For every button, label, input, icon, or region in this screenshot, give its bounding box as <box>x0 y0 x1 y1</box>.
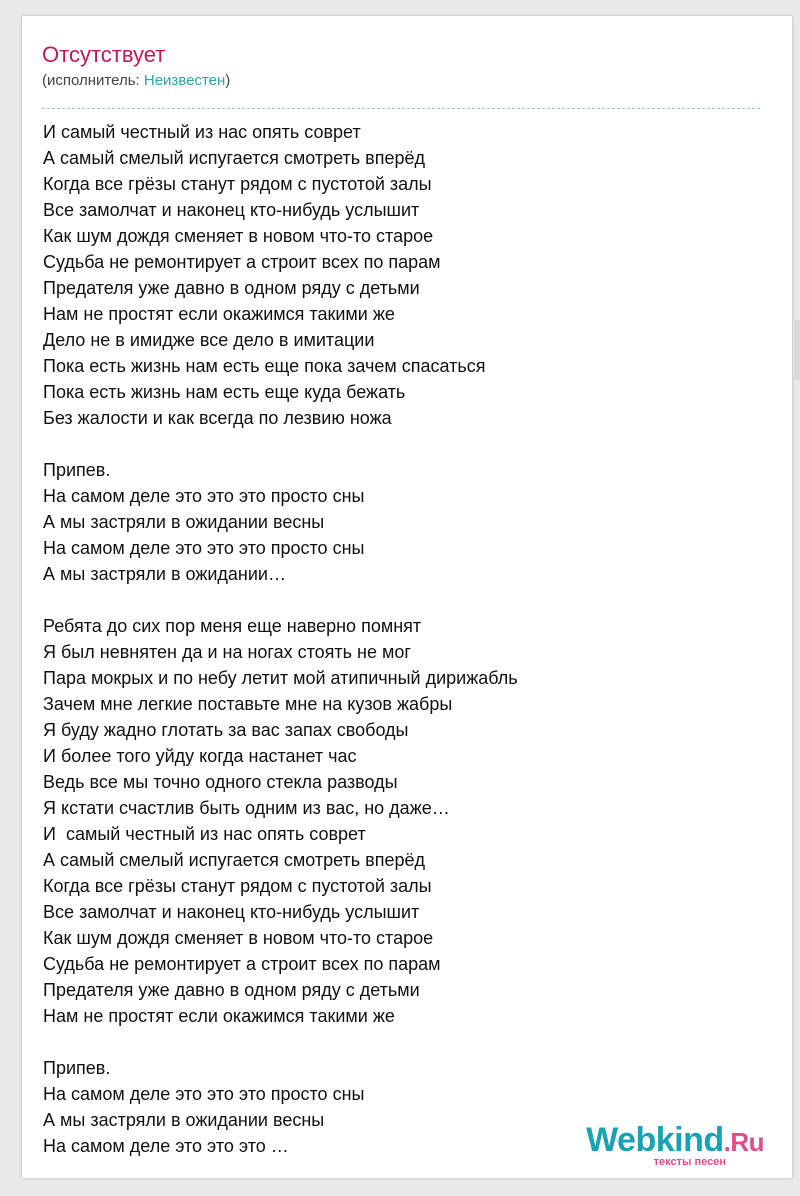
lyric-line: Без жалости и как всегда по лезвию ножа <box>43 408 392 428</box>
logo-tagline: тексты песен <box>653 1156 726 1168</box>
lyric-line: На самом деле это это это просто сны <box>43 1084 365 1104</box>
lyric-line: Я буду жадно глотать за вас запах свободы <box>43 720 409 740</box>
logo-wordmark <box>586 1123 764 1159</box>
lyric-line: Припев. <box>43 460 111 480</box>
lyric-line: И более того уйду когда настанет час <box>43 746 357 766</box>
lyric-line: Все замолчат и наконец кто-нибудь услышит <box>43 200 420 220</box>
lyric-line: И самый честный из нас опять соврет <box>43 122 361 142</box>
lyrics-card <box>22 16 792 1178</box>
lyric-line: Предателя уже давно в одном ряду с детьми <box>43 980 420 1000</box>
lyrics-text <box>43 119 762 1159</box>
lyric-line: Когда все грёзы станут рядом с пустотой залы <box>43 876 432 896</box>
site-logo[interactable] <box>586 1123 764 1168</box>
lyric-line: Предателя уже давно в одном ряду с детьми <box>43 278 420 298</box>
lyric-line: Как шум дождя сменяет в новом что-то старое <box>43 226 434 246</box>
lyric-line: А самый смелый испугается смотреть вперёд <box>43 850 425 870</box>
lyric-line: Я кстати счастлив быть одним из вас, но даже… <box>43 798 450 818</box>
lyric-line: Я был невнятен да и на ногах стоять не мог <box>43 642 411 662</box>
stanza-break <box>43 1029 762 1055</box>
lyric-line: Судьба не ремонтирует а строит всех по парам <box>43 954 441 974</box>
stanza-break <box>43 587 762 613</box>
lyric-line: Дело не в имидже все дело в имитации <box>43 330 375 350</box>
lyric-line: А самый смелый испугается смотреть вперёд <box>43 148 425 168</box>
lyric-line: Ведь все мы точно одного стекла разводы <box>43 772 398 792</box>
logo-tld: .Ru <box>723 1127 764 1157</box>
lyric-line: Все замолчат и наконец кто-нибудь услышит <box>43 902 420 922</box>
lyric-line: Когда все грёзы станут рядом с пустотой залы <box>43 174 432 194</box>
lyric-line: Припев. <box>43 1058 111 1078</box>
lyric-line: А мы застряли в ожидании весны <box>43 512 325 532</box>
lyric-line: Пара мокрых и по небу летит мой атипичный дирижабль <box>43 668 518 688</box>
scrollbar-thumb[interactable] <box>794 320 800 380</box>
lyric-line: Судьба не ремонтирует а строит всех по парам <box>43 252 441 272</box>
artist-suffix: ) <box>225 72 231 89</box>
lyric-line: Зачем мне легкие поставьте мне на кузов жабры <box>43 694 453 714</box>
artist-prefix: (исполнитель: <box>42 72 144 89</box>
logo-main-text: Webkind <box>586 1121 724 1159</box>
lyric-line: А мы застряли в ожидании… <box>43 564 286 584</box>
lyric-line: И самый честный из нас опять соврет <box>43 824 366 844</box>
song-title: Отсутствует <box>42 42 166 67</box>
song-meta <box>42 72 760 90</box>
lyric-line: А мы застряли в ожидании весны <box>43 1110 325 1130</box>
lyric-line: На самом деле это это это … <box>43 1136 289 1156</box>
artist-link[interactable]: Неизвестен <box>143 72 226 89</box>
lyric-line: Как шум дождя сменяет в новом что-то старое <box>43 928 434 948</box>
lyric-line: Нам не простят если окажимся такими же <box>43 304 395 324</box>
lyric-line: На самом деле это это это просто сны <box>43 538 365 558</box>
lyric-line: Пока есть жизнь нам есть еще куда бежать <box>43 382 406 402</box>
header-divider <box>42 108 760 109</box>
song-header <box>42 42 760 90</box>
lyric-line: Нам не простят если окажимся такими же <box>43 1006 395 1026</box>
stanza-break <box>43 431 762 457</box>
lyric-line: На самом деле это это это просто сны <box>43 486 365 506</box>
lyric-line: Пока есть жизнь нам есть еще пока зачем спасаться <box>43 356 486 376</box>
lyric-line: Ребята до сих пор меня еще наверно помнят <box>43 616 422 636</box>
